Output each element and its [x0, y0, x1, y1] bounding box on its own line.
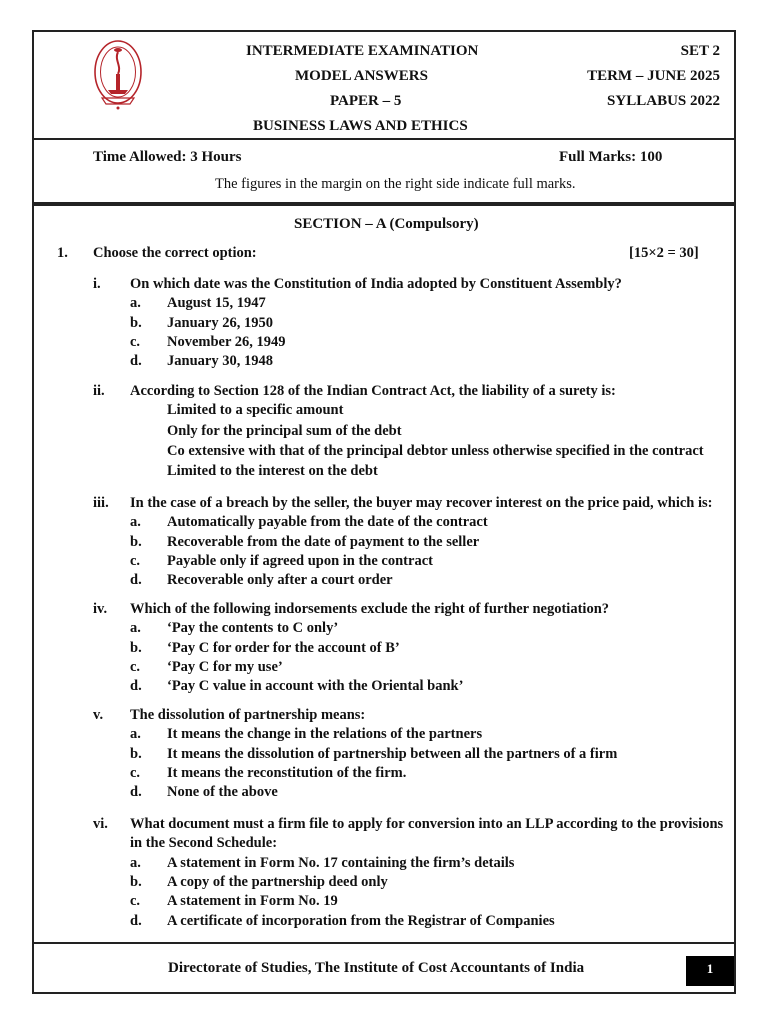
sub-question-text: Which of the following indorsements exclude the right of further negotiation?	[130, 601, 610, 617]
sub-question-number: iii.	[93, 495, 109, 511]
option-letter: b.	[130, 639, 142, 656]
doc-type: MODEL ANSWERS	[295, 68, 428, 84]
option-text: Only for the principal sum of the debt	[167, 422, 402, 439]
sub-question-text: On which date was the Constitution of India adopted by Constituent Assembly?	[130, 276, 622, 292]
section-title: SECTION – A (Compulsory)	[294, 216, 479, 232]
option-text: A statement in Form No. 19	[167, 893, 338, 910]
sub-question-number: i.	[93, 276, 101, 292]
sub-question-number: iv.	[93, 601, 108, 617]
full-marks: Full Marks: 100	[559, 149, 663, 165]
option-letter: c.	[130, 333, 141, 350]
option-text: Recoverable from the date of payment to the seller	[167, 533, 480, 550]
option-text: It means the dissolution of partnership between all the partners of a firm	[167, 745, 618, 762]
paper-number: PAPER – 5	[330, 93, 402, 109]
option-letter: a.	[130, 620, 141, 637]
sub-question-number: vi.	[93, 816, 108, 832]
footer-text: Directorate of Studies, The Institute of Cost Accountants of India	[168, 960, 585, 976]
option-text: January 26, 1950	[167, 314, 273, 331]
exam-title: INTERMEDIATE EXAMINATION	[246, 43, 479, 59]
set-label: SET 2	[680, 43, 720, 59]
exam-info	[34, 140, 734, 204]
option-text: It means the reconstitution of the firm.	[167, 764, 407, 781]
option-letter: d.	[130, 678, 142, 695]
option-letter: b.	[130, 533, 142, 550]
page-footer	[34, 942, 734, 996]
option-text: None of the above	[167, 784, 278, 801]
option-text: ‘Pay C value in account with the Oriental bank’	[167, 678, 464, 695]
page-number: 1	[686, 956, 734, 986]
option-letter: d.	[130, 912, 142, 929]
question-instruction: Choose the correct option:	[93, 245, 257, 261]
option-text: It means the change in the relations of the partners	[167, 726, 483, 743]
page-frame	[32, 30, 736, 994]
option-text: ‘Pay the contents to C only’	[167, 620, 339, 637]
subject-title: BUSINESS LAWS AND ETHICS	[253, 118, 468, 134]
option-letter: a.	[130, 514, 141, 531]
option-text: Limited to a specific amount	[167, 402, 344, 419]
option-text: Automatically payable from the date of the contract	[167, 514, 488, 531]
sub-question-number: v.	[93, 707, 104, 723]
option-letter: c.	[130, 552, 141, 569]
option-text: A copy of the partnership deed only	[167, 873, 388, 890]
option-letter: c.	[130, 893, 141, 910]
exam-header	[34, 32, 734, 140]
option-text: Limited to the interest on the debt	[167, 463, 378, 480]
question-marks: [15×2 = 30]	[629, 245, 699, 261]
option-text: A certificate of incorporation from the Registrar of Companies	[167, 912, 555, 929]
option-letter: c.	[130, 658, 141, 675]
sub-question-text: The dissolution of partnership means:	[130, 707, 366, 723]
option-letter: a.	[130, 295, 141, 312]
option-letter: a.	[130, 854, 141, 871]
option-text: Recoverable only after a court order	[167, 572, 393, 589]
term-label: TERM – JUNE 2025	[587, 68, 720, 84]
double-rule	[34, 204, 734, 206]
syllabus-label: SYLLABUS 2022	[607, 93, 720, 109]
question-number: 1.	[57, 245, 68, 261]
option-letter: c.	[130, 764, 141, 781]
marks-note: The figures in the margin on the right side indicate full marks.	[215, 176, 576, 192]
sub-question-text: According to Section 128 of the Indian Contract Act, the liability of a surety is:	[130, 383, 616, 399]
option-text: January 30, 1948	[167, 353, 273, 370]
option-text: ‘Pay C for order for the account of B’	[167, 639, 400, 656]
option-text: November 26, 1949	[167, 333, 286, 350]
sub-question-text: What document must a firm file to apply for conversion into an LLP according to the provisions	[130, 816, 724, 832]
option-text: Co extensive with that of the principal debtor unless otherwise specified in the contract	[167, 442, 704, 459]
institute-logo-icon	[92, 38, 144, 112]
sub-question-number: ii.	[93, 383, 105, 399]
option-letter: b.	[130, 745, 142, 762]
option-letter: d.	[130, 353, 142, 370]
option-letter: d.	[130, 784, 142, 801]
option-letter: b.	[130, 314, 142, 331]
option-text: August 15, 1947	[167, 295, 266, 312]
option-text: A statement in Form No. 17 containing the firm’s details	[167, 854, 515, 871]
option-letter: d.	[130, 572, 142, 589]
time-allowed: Time Allowed: 3 Hours	[93, 149, 242, 165]
option-letter: b.	[130, 873, 142, 890]
option-text: Payable only if agreed upon in the contract	[167, 552, 433, 569]
sub-question-text: in the Second Schedule:	[130, 835, 278, 852]
option-letter: a.	[130, 726, 141, 743]
sub-question-text: In the case of a breach by the seller, the buyer may recover interest on the price paid, which is:	[130, 495, 713, 511]
option-text: ‘Pay C for my use’	[167, 658, 283, 675]
